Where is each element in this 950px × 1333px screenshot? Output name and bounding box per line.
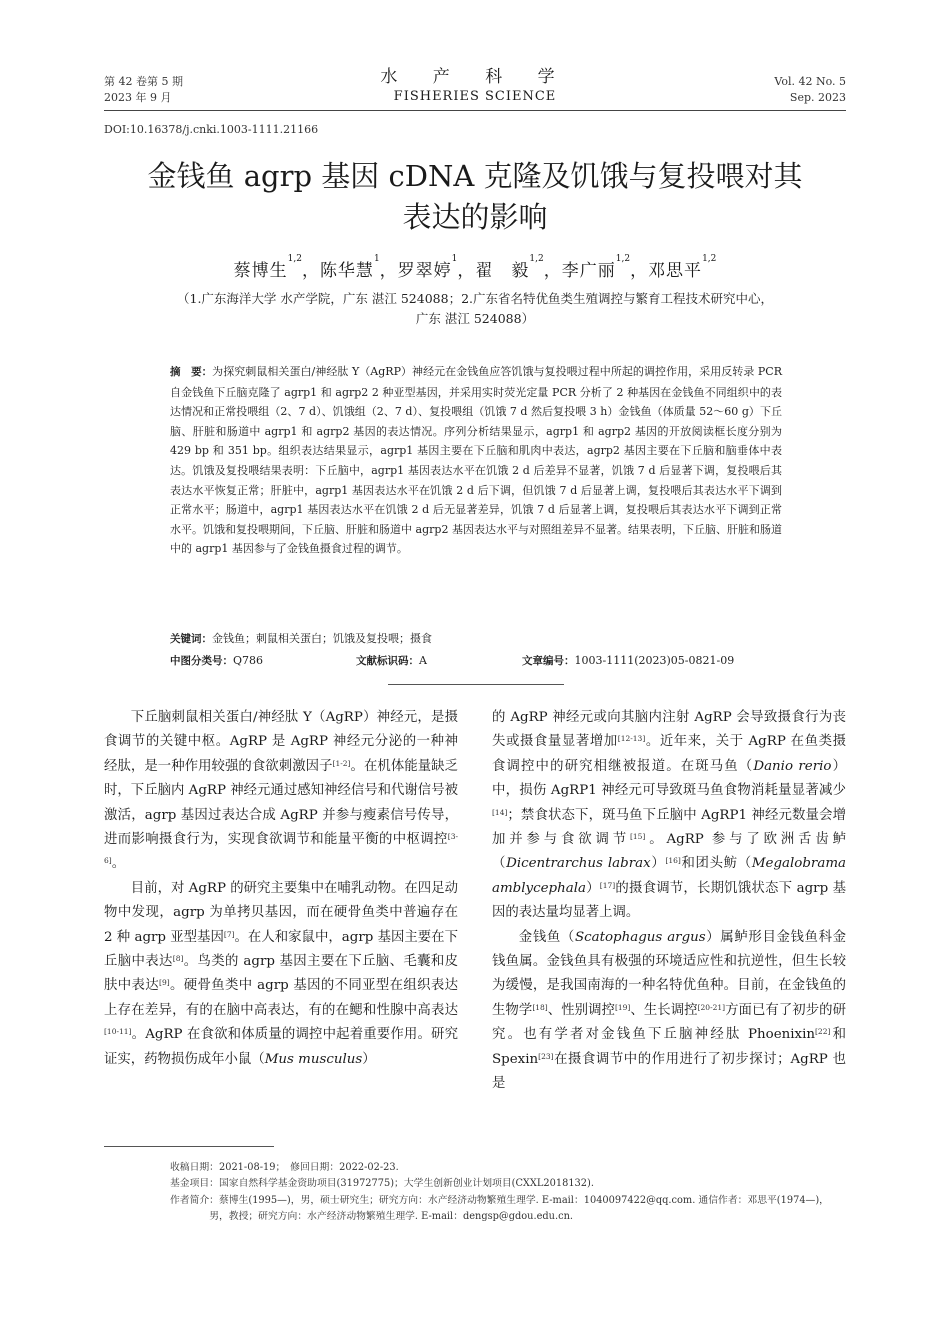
author-list: 蔡博生$^{1,2}$，陈华慧$^1$，罗翠婷$^1$，翟 毅$^{1,2}$，李广丽$^{1,2}$，邓思平$^{1,2}$ bbox=[233, 254, 717, 281]
keywords bbox=[170, 630, 782, 646]
affiliation-line-2: 广东 湛江 524088） bbox=[415, 311, 535, 326]
abstract bbox=[170, 362, 782, 559]
volume-issue-en: Vol. 42 No. 5 bbox=[774, 75, 846, 88]
title-line-2: 表达的影响 bbox=[402, 200, 548, 234]
citation[interactable]: [1-2] bbox=[332, 758, 351, 768]
citation[interactable]: [7] bbox=[223, 929, 235, 939]
journal-title-cn: 水 产 科 学 bbox=[380, 67, 570, 87]
body-column-right bbox=[492, 706, 846, 1097]
author: 邓思平$^{1,2}$ bbox=[648, 254, 717, 281]
citation[interactable]: [3-6] bbox=[104, 832, 458, 866]
citation[interactable]: [12-13] bbox=[617, 734, 646, 744]
author: 陈华慧$^1$ bbox=[319, 254, 380, 281]
citation[interactable]: [15] bbox=[629, 832, 646, 842]
abstract-label: 摘 要： bbox=[170, 366, 213, 378]
header-divider bbox=[104, 110, 846, 111]
species-name: Scatophagus argus bbox=[574, 929, 706, 945]
author: 罗翠婷$^1$ bbox=[397, 254, 458, 281]
affiliation bbox=[104, 289, 846, 329]
paper-title bbox=[104, 156, 846, 238]
paragraph: 的 AgRP 神经元或向其脑内注射 AgRP 会导致摄食行为丧失或摄食量显著增加[12-13]。近年来，关于 AgRP 在鱼类摄食调控中的研究相继被报道。在斑马鱼（Danio rerio）中，损伤 AgRP1 神经元可导致斑马鱼食物消耗量显著减少[14]；禁食状态下，斑马鱼下丘脑中 AgRP1 神经元数量会增加并参与食欲调节[15]。AgRP 参与了欧洲舌齿鲈（Dicentrarchus labrax）[16]和团头鲂（Megalobrama amblycephala）[17]的摄食调节，长期饥饿状态下 agrp 基因的表达量均显著上调。 bbox=[492, 710, 847, 921]
date-en: Sep. 2023 bbox=[789, 91, 846, 104]
citation[interactable]: [10-11] bbox=[104, 1027, 132, 1037]
title-line-1: 金钱鱼 agrp 基因 cDNA 克隆及饥饿与复投喂对其 bbox=[147, 159, 803, 193]
body-column-left bbox=[104, 706, 458, 1072]
citation[interactable]: [14] bbox=[492, 807, 508, 817]
species-name: Mus musculus bbox=[264, 1051, 363, 1067]
received-date: 收稿日期：2021-08-19； 修回日期：2022-02-23. bbox=[170, 1162, 399, 1173]
citation[interactable]: [9] bbox=[159, 978, 170, 988]
paragraph: 目前，对 AgRP 的研究主要集中在哺乳动物。在四足动物中发现，agrp 为单拷贝基因，而在硬骨鱼类中普遍存在 2 种 agrp 亚型基因[7]。在人和家鼠中，agrp 基因主要在下丘脑中表达[8]。鸟类的 agrp 基因主要在下丘脑、毛囊和皮肤中表达[9]。硬骨鱼类中 agrp 基因的不同亚型在组织表达上存在差异，有的在脑中高表达，有的在鳃和性腺中高表达[10-11]。AgRP 在食欲和体质量的调控中起着重要作用。研究证实，药物损伤成年小鼠（Mus musculus） bbox=[104, 880, 459, 1067]
abstract-text: 为探究刺鼠相关蛋白/神经肽 Y（AgRP）神经元在金钱鱼应答饥饿与复投喂过程中所起的调控作用，采用反转录 PCR 自金钱鱼下丘脑克隆了 agrp1 和 agrp2 2 种亚型基因，并采用实时荧光定量 PCR 分析了 2 种基因在金钱鱼不同组织中的表达情况和正常投喂组（2、7 d）、饥饿组（2、7 d）、复投喂组（饥饿 7 d 然后复投喂 3 h）金钱鱼（体质量 52～60 g）下丘脑、肝脏和肠道中 agrp1 和 agrp2 基因的表达情况。序列分析结果显示，agrp1 和 agrp2 基因的开放阅读框长度分别为 429 bp 和 351 bp。组织表达结果显示，agrp1 基因主要在下丘脑和肌肉中表达，agrp2 基因主要在下丘脑和脑垂体中表达。饥饿及复投喂结果表明：下丘脑中，agrp1 基因表达水平在饥饿 2 d 后差异不显著，饥饿 7 d 后显著下调，复投喂后其表达水平恢复正常；肝脏中，agrp1 基因表达水平在饥饿 2 d 后下调，但饥饿 7 d 后显著上调，复投喂后其表达水平下调到正常水平；肠道中，agrp1 基因表达水平在饥饿 2 d 后无显著差异，饥饿 7 d 后显著上调，复投喂后其表达水平下调到正常水平。饥饿和复投喂期间，下丘脑、肝脏和肠道中 agrp2 基因表达水平与对照组差异不显著。结果表明，下丘脑、肝脏和肠道中的 agrp1 基因参与了金钱鱼摄食过程的调节。 bbox=[170, 365, 782, 556]
species-name: Megalobrama amblycephala bbox=[492, 856, 847, 896]
footnote-divider bbox=[104, 1146, 274, 1147]
issue-info-en bbox=[774, 74, 846, 106]
citation[interactable]: [22] bbox=[815, 1027, 831, 1037]
article-number: 文章编号：1003-1111(2023)05-0821-09 bbox=[522, 654, 735, 667]
paragraph: 下丘脑刺鼠相关蛋白/神经肽 Y（AgRP）神经元，是摄食调节的关键中枢。AgRP 是 AgRP 神经元分泌的一种神经肽，是一种作用较强的食欲刺激因子[1-2]。在机体能量缺乏时，下丘脑内 AgRP 神经元通过感知神经信号和代谢信号被激活，agrp 基因过表达合成 AgRP 并参与瘦素信号传导，进而影响摄食行为，实现食欲调节和能量平衡的中枢调控[3-6]。 bbox=[104, 710, 459, 872]
volume-issue-cn: 第 42 卷第 5 期 bbox=[104, 75, 183, 88]
date-cn: 2023 年 9 月 bbox=[104, 91, 172, 104]
citation[interactable]: [19] bbox=[614, 1002, 631, 1012]
citation[interactable]: [23] bbox=[538, 1051, 554, 1061]
species-name: Danio rerio bbox=[753, 758, 832, 774]
section-divider bbox=[388, 684, 564, 685]
document-code: 文献标识码：A bbox=[356, 654, 427, 667]
citation[interactable]: [17] bbox=[599, 880, 616, 890]
author: 蔡博生$^{1,2}$ bbox=[233, 254, 302, 281]
keywords-label: 关键词： bbox=[170, 633, 212, 645]
author-bio: 作者简介：蔡博生(1995—)，男，硕士研究生；研究方向：水产经济动物繁殖生理学. E-mail：1040097422@qq.com. 通信作者：邓思平(1974—)，男，教授；研究方向：水产经济动物繁殖生理学. E-mail：dengsp@gdou.edu.cn. bbox=[170, 1194, 829, 1223]
doi[interactable]: DOI:10.16378/j.cnki.1003-1111.21166 bbox=[104, 123, 319, 136]
citation[interactable]: [20-21] bbox=[697, 1002, 726, 1012]
species-name: Dicentrarchus labrax bbox=[506, 856, 651, 872]
citation[interactable]: [8] bbox=[172, 954, 184, 964]
funding: 基金项目：国家自然科学基金资助项目(31972775)；大学生创新创业计划项目(CXXL2018132). bbox=[170, 1178, 594, 1190]
author: 李广丽$^{1,2}$ bbox=[561, 254, 631, 281]
journal-title-en: FISHERIES SCIENCE bbox=[393, 89, 557, 104]
affiliation-line-1: （1.广东海洋大学 水产学院，广东 湛江 524088；2.广东省名特优鱼类生殖调控与繁育工程技术研究中心， bbox=[177, 291, 773, 306]
keywords-text: 金钱鱼；刺鼠相关蛋白；饥饿及复投喂；摄食 bbox=[212, 632, 432, 645]
citation[interactable]: [18] bbox=[532, 1002, 548, 1012]
footnotes bbox=[170, 1160, 846, 1226]
author: 翟 毅$^{1,2}$ bbox=[475, 254, 544, 281]
paragraph: 金钱鱼（Scatophagus argus）属鲈形目金钱鱼科金钱鱼属。金钱鱼具有极强的环境适应性和抗逆性，但生长较为缓慢，是我国南海的一种名特优鱼种。目前，在金钱鱼的生物学[18]、性别调控[19]、生长调控[20-21]方面已有了初步的研究。也有学者对金钱鱼下丘脑神经肽 Phoenixin[22]和 Spexin[23]在摄食调节中的作用进行了初步探讨；AgRP 也是 bbox=[492, 929, 847, 1092]
citation[interactable]: [16] bbox=[665, 856, 681, 866]
clc-number: 中图分类号：Q786 bbox=[170, 654, 264, 667]
